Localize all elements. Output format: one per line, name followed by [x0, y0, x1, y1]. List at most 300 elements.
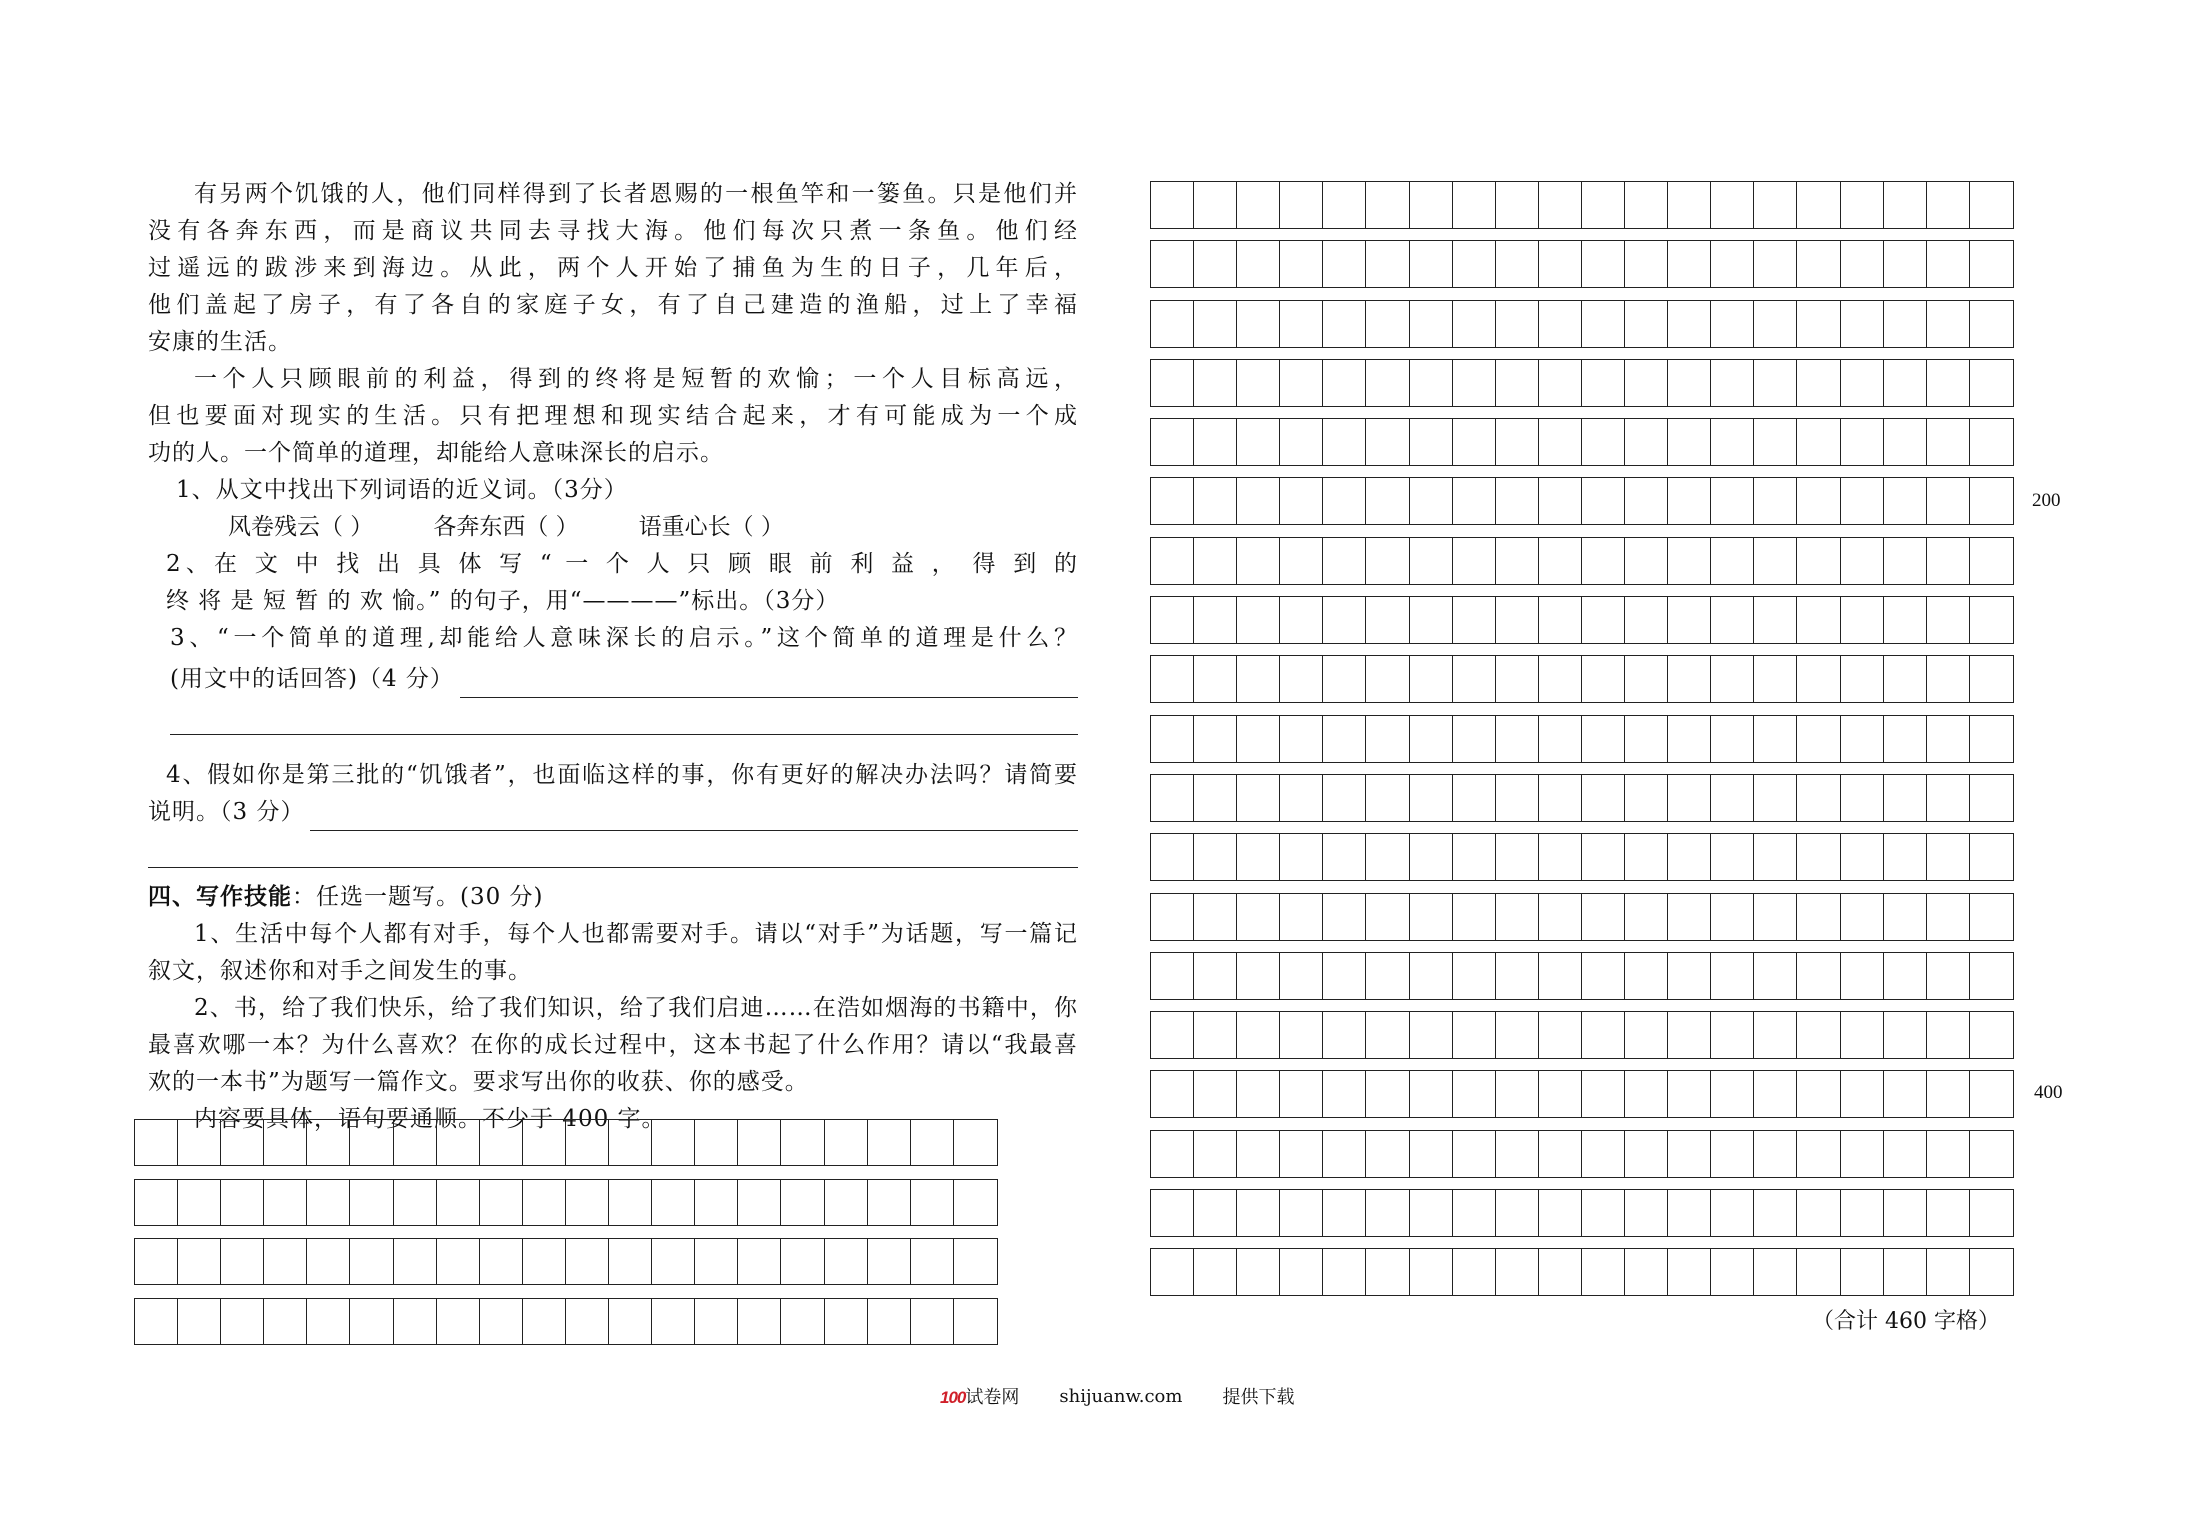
- grid-cell[interactable]: [1927, 597, 1970, 643]
- grid-cell[interactable]: [394, 1239, 437, 1284]
- grid-cell[interactable]: [1927, 1012, 1970, 1058]
- grid-cell[interactable]: [1496, 538, 1539, 584]
- grid-cell[interactable]: [954, 1120, 997, 1165]
- grid-cell[interactable]: [1797, 301, 1840, 347]
- grid-cell[interactable]: [609, 1120, 652, 1165]
- answer-line[interactable]: [310, 802, 1078, 831]
- grid-cell[interactable]: [1884, 419, 1927, 465]
- grid-cell[interactable]: [1151, 775, 1194, 821]
- grid-cell[interactable]: [566, 1180, 609, 1225]
- grid-cell[interactable]: [1366, 360, 1409, 406]
- writing-grid-right[interactable]: [1150, 181, 2014, 1308]
- grid-cell[interactable]: [178, 1299, 221, 1344]
- grid-cell[interactable]: [1754, 1131, 1797, 1177]
- grid-cell[interactable]: [1194, 1249, 1237, 1295]
- grid-cell[interactable]: [1797, 1249, 1840, 1295]
- grid-cell[interactable]: [1970, 953, 2013, 999]
- grid-cell[interactable]: [1711, 241, 1754, 287]
- grid-cell[interactable]: [1151, 182, 1194, 228]
- grid-cell[interactable]: [1625, 360, 1668, 406]
- grid-cell[interactable]: [350, 1299, 393, 1344]
- grid-cell[interactable]: [1366, 1071, 1409, 1117]
- grid-cell[interactable]: [1582, 953, 1625, 999]
- grid-cell[interactable]: [1582, 1012, 1625, 1058]
- grid-cell[interactable]: [1410, 1190, 1453, 1236]
- grid-cell[interactable]: [1539, 1249, 1582, 1295]
- grid-cell[interactable]: [1323, 182, 1366, 228]
- grid-cell[interactable]: [221, 1180, 264, 1225]
- grid-cell[interactable]: [1237, 419, 1280, 465]
- grid-cell[interactable]: [480, 1299, 523, 1344]
- grid-cell[interactable]: [1237, 1012, 1280, 1058]
- grid-cell[interactable]: [350, 1120, 393, 1165]
- grid-cell[interactable]: [695, 1120, 738, 1165]
- grid-cell[interactable]: [1323, 775, 1366, 821]
- grid-cell[interactable]: [1841, 241, 1884, 287]
- grid-cell[interactable]: [1711, 1249, 1754, 1295]
- grid-cell[interactable]: [1453, 1071, 1496, 1117]
- grid-cell[interactable]: [1797, 716, 1840, 762]
- grid-cell[interactable]: [1496, 478, 1539, 524]
- grid-cell[interactable]: [1237, 894, 1280, 940]
- grid-cell[interactable]: [1625, 1249, 1668, 1295]
- grid-cell[interactable]: [1151, 894, 1194, 940]
- grid-cell[interactable]: [135, 1180, 178, 1225]
- grid-cell[interactable]: [1927, 894, 1970, 940]
- grid-cell[interactable]: [1841, 1071, 1884, 1117]
- grid-cell[interactable]: [1280, 1131, 1323, 1177]
- grid-cell[interactable]: [1323, 241, 1366, 287]
- grid-cell[interactable]: [1668, 656, 1711, 702]
- answer-line[interactable]: [170, 698, 1078, 735]
- grid-cell[interactable]: [1582, 834, 1625, 880]
- grid-cell[interactable]: [264, 1120, 307, 1165]
- grid-cell[interactable]: [394, 1299, 437, 1344]
- grid-cell[interactable]: [1237, 775, 1280, 821]
- grid-cell[interactable]: [1280, 894, 1323, 940]
- grid-cell[interactable]: [1366, 1131, 1409, 1177]
- grid-cell[interactable]: [1496, 360, 1539, 406]
- grid-cell[interactable]: [1582, 419, 1625, 465]
- grid-cell[interactable]: [1754, 419, 1797, 465]
- grid-cell[interactable]: [1668, 182, 1711, 228]
- grid-cell[interactable]: [1366, 1190, 1409, 1236]
- grid-cell[interactable]: [1151, 478, 1194, 524]
- grid-cell[interactable]: [1194, 597, 1237, 643]
- grid-cell[interactable]: [1151, 656, 1194, 702]
- grid-cell[interactable]: [1927, 656, 1970, 702]
- grid-cell[interactable]: [1754, 1190, 1797, 1236]
- grid-cell[interactable]: [1841, 656, 1884, 702]
- grid-cell[interactable]: [1453, 182, 1496, 228]
- grid-cell[interactable]: [1625, 1131, 1668, 1177]
- grid-cell[interactable]: [1280, 953, 1323, 999]
- grid-cell[interactable]: [1194, 1131, 1237, 1177]
- grid-cell[interactable]: [437, 1239, 480, 1284]
- grid-cell[interactable]: [1927, 419, 1970, 465]
- grid-cell[interactable]: [1151, 538, 1194, 584]
- grid-cell[interactable]: [1366, 1249, 1409, 1295]
- grid-cell[interactable]: [1237, 834, 1280, 880]
- grid-cell[interactable]: [1797, 597, 1840, 643]
- grid-cell[interactable]: [1539, 1190, 1582, 1236]
- grid-cell[interactable]: [1841, 419, 1884, 465]
- grid-cell[interactable]: [566, 1239, 609, 1284]
- grid-cell[interactable]: [695, 1180, 738, 1225]
- footer-brand[interactable]: [940, 1383, 1019, 1409]
- grid-cell[interactable]: [1453, 538, 1496, 584]
- grid-cell[interactable]: [1496, 1249, 1539, 1295]
- grid-cell[interactable]: [1151, 301, 1194, 347]
- grid-cell[interactable]: [1410, 656, 1453, 702]
- grid-cell[interactable]: [1194, 478, 1237, 524]
- grid-cell[interactable]: [350, 1180, 393, 1225]
- grid-cell[interactable]: [1668, 775, 1711, 821]
- grid-cell[interactable]: [1711, 478, 1754, 524]
- grid-cell[interactable]: [480, 1239, 523, 1284]
- grid-cell[interactable]: [1366, 775, 1409, 821]
- grid-cell[interactable]: [1496, 716, 1539, 762]
- grid-cell[interactable]: [738, 1239, 781, 1284]
- grid-cell[interactable]: [1151, 953, 1194, 999]
- grid-cell[interactable]: [394, 1120, 437, 1165]
- grid-cell[interactable]: [480, 1180, 523, 1225]
- grid-cell[interactable]: [1797, 1071, 1840, 1117]
- grid-cell[interactable]: [1323, 301, 1366, 347]
- grid-cell[interactable]: [1625, 716, 1668, 762]
- grid-cell[interactable]: [1625, 775, 1668, 821]
- grid-cell[interactable]: [1884, 360, 1927, 406]
- grid-cell[interactable]: [1366, 301, 1409, 347]
- grid-cell[interactable]: [1668, 241, 1711, 287]
- grid-cell[interactable]: [480, 1120, 523, 1165]
- grid-cell[interactable]: [1927, 478, 1970, 524]
- grid-cell[interactable]: [1754, 656, 1797, 702]
- grid-cell[interactable]: [1711, 953, 1754, 999]
- grid-cell[interactable]: [1711, 1131, 1754, 1177]
- grid-cell[interactable]: [695, 1239, 738, 1284]
- grid-cell[interactable]: [523, 1299, 566, 1344]
- grid-cell[interactable]: [1453, 301, 1496, 347]
- grid-cell[interactable]: [1668, 953, 1711, 999]
- grid-cell[interactable]: [1582, 360, 1625, 406]
- grid-cell[interactable]: [1323, 656, 1366, 702]
- grid-cell[interactable]: [1841, 953, 1884, 999]
- grid-cell[interactable]: [1237, 716, 1280, 762]
- grid-cell[interactable]: [1194, 1012, 1237, 1058]
- grid-cell[interactable]: [1237, 182, 1280, 228]
- word-1-blank[interactable]: 风卷残云（ ）: [228, 514, 374, 540]
- grid-cell[interactable]: [1582, 182, 1625, 228]
- grid-cell[interactable]: [1841, 301, 1884, 347]
- grid-cell[interactable]: [1754, 241, 1797, 287]
- grid-cell[interactable]: [1194, 538, 1237, 584]
- grid-cell[interactable]: [1151, 1249, 1194, 1295]
- grid-cell[interactable]: [1539, 360, 1582, 406]
- grid-cell[interactable]: [1194, 775, 1237, 821]
- grid-cell[interactable]: [1927, 775, 1970, 821]
- grid-cell[interactable]: [1884, 1249, 1927, 1295]
- grid-cell[interactable]: [1754, 834, 1797, 880]
- grid-cell[interactable]: [911, 1299, 954, 1344]
- grid-cell[interactable]: [350, 1239, 393, 1284]
- grid-cell[interactable]: [1970, 656, 2013, 702]
- grid-cell[interactable]: [1323, 478, 1366, 524]
- grid-cell[interactable]: [1366, 241, 1409, 287]
- grid-cell[interactable]: [1366, 538, 1409, 584]
- grid-cell[interactable]: [1754, 716, 1797, 762]
- grid-cell[interactable]: [1410, 1012, 1453, 1058]
- grid-cell[interactable]: [1927, 182, 1970, 228]
- grid-cell[interactable]: [1453, 894, 1496, 940]
- grid-cell[interactable]: [1410, 716, 1453, 762]
- grid-cell[interactable]: [1668, 894, 1711, 940]
- grid-cell[interactable]: [1970, 538, 2013, 584]
- grid-cell[interactable]: [135, 1239, 178, 1284]
- grid-cell[interactable]: [1280, 1071, 1323, 1117]
- grid-cell[interactable]: [1625, 1071, 1668, 1117]
- grid-cell[interactable]: [1711, 834, 1754, 880]
- grid-cell[interactable]: [1668, 360, 1711, 406]
- grid-cell[interactable]: [1366, 894, 1409, 940]
- grid-cell[interactable]: [1453, 478, 1496, 524]
- grid-cell[interactable]: [1668, 1131, 1711, 1177]
- grid-cell[interactable]: [1410, 597, 1453, 643]
- grid-cell[interactable]: [868, 1299, 911, 1344]
- grid-cell[interactable]: [1927, 716, 1970, 762]
- grid-cell[interactable]: [1280, 360, 1323, 406]
- grid-cell[interactable]: [1625, 834, 1668, 880]
- grid-cell[interactable]: [868, 1120, 911, 1165]
- grid-cell[interactable]: [1151, 834, 1194, 880]
- grid-cell[interactable]: [1625, 894, 1668, 940]
- grid-cell[interactable]: [1711, 538, 1754, 584]
- grid-cell[interactable]: [1970, 1249, 2013, 1295]
- grid-cell[interactable]: [1539, 1012, 1582, 1058]
- grid-cell[interactable]: [1884, 1012, 1927, 1058]
- grid-cell[interactable]: [1280, 1012, 1323, 1058]
- grid-cell[interactable]: [1582, 1249, 1625, 1295]
- grid-cell[interactable]: [1237, 1071, 1280, 1117]
- grid-cell[interactable]: [1280, 478, 1323, 524]
- grid-cell[interactable]: [1323, 597, 1366, 643]
- grid-cell[interactable]: [1280, 716, 1323, 762]
- grid-cell[interactable]: [1237, 1249, 1280, 1295]
- grid-cell[interactable]: [1151, 241, 1194, 287]
- grid-cell[interactable]: [1496, 241, 1539, 287]
- grid-cell[interactable]: [135, 1120, 178, 1165]
- grid-cell[interactable]: [911, 1180, 954, 1225]
- grid-cell[interactable]: [1280, 241, 1323, 287]
- grid-cell[interactable]: [1539, 894, 1582, 940]
- grid-cell[interactable]: [1410, 419, 1453, 465]
- grid-cell[interactable]: [1797, 478, 1840, 524]
- grid-cell[interactable]: [307, 1299, 350, 1344]
- grid-cell[interactable]: [1884, 597, 1927, 643]
- grid-cell[interactable]: [523, 1239, 566, 1284]
- grid-cell[interactable]: [1539, 478, 1582, 524]
- grid-cell[interactable]: [1323, 538, 1366, 584]
- grid-cell[interactable]: [738, 1299, 781, 1344]
- grid-cell[interactable]: [1797, 182, 1840, 228]
- grid-cell[interactable]: [1410, 834, 1453, 880]
- grid-cell[interactable]: [954, 1180, 997, 1225]
- grid-cell[interactable]: [1366, 834, 1409, 880]
- grid-cell[interactable]: [1797, 538, 1840, 584]
- grid-cell[interactable]: [1453, 1012, 1496, 1058]
- grid-cell[interactable]: [1582, 656, 1625, 702]
- answer-line[interactable]: [460, 669, 1078, 698]
- grid-cell[interactable]: [1754, 538, 1797, 584]
- grid-cell[interactable]: [1970, 360, 2013, 406]
- grid-cell[interactable]: [868, 1239, 911, 1284]
- grid-cell[interactable]: [695, 1299, 738, 1344]
- grid-cell[interactable]: [1970, 834, 2013, 880]
- grid-cell[interactable]: [1841, 834, 1884, 880]
- grid-cell[interactable]: [1711, 360, 1754, 406]
- grid-cell[interactable]: [1668, 478, 1711, 524]
- grid-cell[interactable]: [1496, 894, 1539, 940]
- grid-cell[interactable]: [437, 1180, 480, 1225]
- grid-cell[interactable]: [264, 1239, 307, 1284]
- grid-cell[interactable]: [1410, 953, 1453, 999]
- grid-cell[interactable]: [1841, 1190, 1884, 1236]
- grid-cell[interactable]: [1754, 953, 1797, 999]
- grid-cell[interactable]: [1884, 953, 1927, 999]
- grid-cell[interactable]: [1970, 1071, 2013, 1117]
- grid-cell[interactable]: [1841, 478, 1884, 524]
- grid-cell[interactable]: [1194, 716, 1237, 762]
- grid-cell[interactable]: [1453, 360, 1496, 406]
- grid-cell[interactable]: [1237, 478, 1280, 524]
- grid-cell[interactable]: [1366, 182, 1409, 228]
- grid-cell[interactable]: [1496, 1131, 1539, 1177]
- grid-cell[interactable]: [1970, 241, 2013, 287]
- grid-cell[interactable]: [1970, 716, 2013, 762]
- grid-cell[interactable]: [1539, 597, 1582, 643]
- grid-cell[interactable]: [1754, 1012, 1797, 1058]
- grid-cell[interactable]: [652, 1239, 695, 1284]
- grid-cell[interactable]: [1668, 1249, 1711, 1295]
- grid-cell[interactable]: [1194, 656, 1237, 702]
- grid-cell[interactable]: [1797, 360, 1840, 406]
- grid-cell[interactable]: [1194, 360, 1237, 406]
- answer-line[interactable]: [148, 831, 1078, 868]
- grid-cell[interactable]: [1280, 301, 1323, 347]
- grid-cell[interactable]: [954, 1299, 997, 1344]
- grid-cell[interactable]: [1410, 182, 1453, 228]
- grid-cell[interactable]: [437, 1299, 480, 1344]
- grid-cell[interactable]: [1366, 656, 1409, 702]
- grid-cell[interactable]: [1582, 894, 1625, 940]
- grid-cell[interactable]: [178, 1180, 221, 1225]
- grid-cell[interactable]: [566, 1120, 609, 1165]
- grid-cell[interactable]: [1366, 419, 1409, 465]
- grid-cell[interactable]: [1884, 478, 1927, 524]
- grid-cell[interactable]: [1668, 1012, 1711, 1058]
- grid-cell[interactable]: [1582, 301, 1625, 347]
- grid-cell[interactable]: [1453, 241, 1496, 287]
- grid-cell[interactable]: [1625, 241, 1668, 287]
- word-2-blank[interactable]: 各奔东西（ ）: [433, 514, 579, 540]
- grid-cell[interactable]: [1970, 1012, 2013, 1058]
- grid-cell[interactable]: [1280, 775, 1323, 821]
- grid-cell[interactable]: [1280, 1249, 1323, 1295]
- grid-cell[interactable]: [954, 1239, 997, 1284]
- grid-cell[interactable]: [738, 1120, 781, 1165]
- grid-cell[interactable]: [1582, 597, 1625, 643]
- grid-cell[interactable]: [1970, 478, 2013, 524]
- grid-cell[interactable]: [1280, 538, 1323, 584]
- grid-cell[interactable]: [1797, 419, 1840, 465]
- grid-cell[interactable]: [1539, 241, 1582, 287]
- grid-cell[interactable]: [1927, 241, 1970, 287]
- grid-cell[interactable]: [652, 1120, 695, 1165]
- grid-cell[interactable]: [1539, 1071, 1582, 1117]
- grid-cell[interactable]: [264, 1180, 307, 1225]
- grid-cell[interactable]: [1841, 716, 1884, 762]
- grid-cell[interactable]: [1237, 360, 1280, 406]
- grid-cell[interactable]: [1668, 716, 1711, 762]
- grid-cell[interactable]: [523, 1120, 566, 1165]
- grid-cell[interactable]: [1927, 1071, 1970, 1117]
- grid-cell[interactable]: [1237, 597, 1280, 643]
- grid-cell[interactable]: [1754, 478, 1797, 524]
- grid-cell[interactable]: [1711, 716, 1754, 762]
- grid-cell[interactable]: [1280, 597, 1323, 643]
- grid-cell[interactable]: [1884, 834, 1927, 880]
- grid-cell[interactable]: [1582, 716, 1625, 762]
- grid-cell[interactable]: [1841, 775, 1884, 821]
- grid-cell[interactable]: [1970, 775, 2013, 821]
- grid-cell[interactable]: [1410, 1071, 1453, 1117]
- grid-cell[interactable]: [1841, 360, 1884, 406]
- grid-cell[interactable]: [1366, 1012, 1409, 1058]
- grid-cell[interactable]: [1151, 716, 1194, 762]
- grid-cell[interactable]: [1797, 775, 1840, 821]
- grid-cell[interactable]: [1280, 419, 1323, 465]
- grid-cell[interactable]: [1582, 775, 1625, 821]
- grid-cell[interactable]: [1410, 538, 1453, 584]
- grid-cell[interactable]: [1151, 1190, 1194, 1236]
- grid-cell[interactable]: [1841, 538, 1884, 584]
- grid-cell[interactable]: [1884, 1131, 1927, 1177]
- grid-cell[interactable]: [1496, 1190, 1539, 1236]
- grid-cell[interactable]: [1668, 419, 1711, 465]
- grid-cell[interactable]: [1625, 656, 1668, 702]
- grid-cell[interactable]: [1841, 1012, 1884, 1058]
- grid-cell[interactable]: [1237, 538, 1280, 584]
- grid-cell[interactable]: [1496, 656, 1539, 702]
- grid-cell[interactable]: [652, 1180, 695, 1225]
- grid-cell[interactable]: [1754, 597, 1797, 643]
- grid-cell[interactable]: [781, 1180, 824, 1225]
- grid-cell[interactable]: [437, 1120, 480, 1165]
- grid-cell[interactable]: [221, 1239, 264, 1284]
- grid-cell[interactable]: [1927, 1131, 1970, 1177]
- grid-cell[interactable]: [1323, 953, 1366, 999]
- grid-cell[interactable]: [1668, 1190, 1711, 1236]
- grid-cell[interactable]: [1539, 834, 1582, 880]
- grid-cell[interactable]: [1754, 775, 1797, 821]
- grid-cell[interactable]: [1453, 775, 1496, 821]
- grid-cell[interactable]: [1841, 1249, 1884, 1295]
- grid-cell[interactable]: [1797, 1190, 1840, 1236]
- grid-cell[interactable]: [1453, 1131, 1496, 1177]
- grid-cell[interactable]: [1280, 656, 1323, 702]
- grid-cell[interactable]: [1841, 894, 1884, 940]
- grid-cell[interactable]: [1841, 597, 1884, 643]
